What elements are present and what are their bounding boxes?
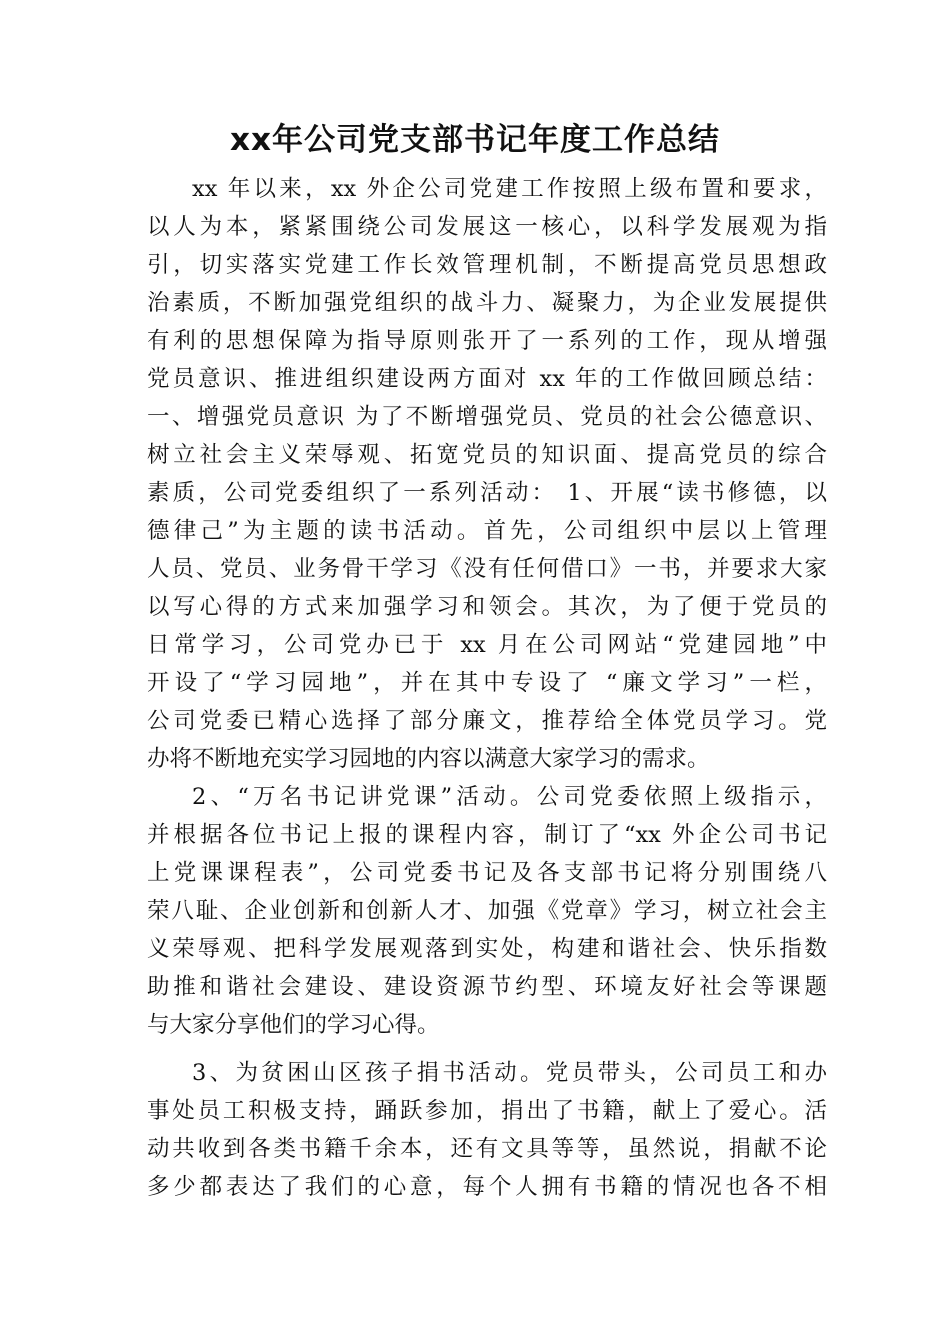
body-line: 事处员工积极支持，踊跃参加，捐出了书籍，献上了爱心。活: [147, 1098, 827, 1124]
body-line: 日常学习，公司党办已于 xx 月在公司网站“党建园地”中: [147, 632, 827, 658]
body-line: 素质，公司党委组织了一系列活动： 1、开展“读书修德，以: [147, 480, 827, 506]
document-title: xx年公司党支部书记年度工作总结: [230, 122, 720, 158]
body-line: 并根据各位书记上报的课程内容，制订了“xx 外企公司书记: [147, 822, 827, 848]
body-line: xx 年以来，xx 外企公司党建工作按照上级布置和要求，: [192, 176, 827, 202]
body-line: 2、“万名书记讲党课”活动。公司党委依照上级指示，: [192, 784, 827, 810]
body-line: 以写心得的方式来加强学习和领会。其次，为了便于党员的: [147, 594, 827, 620]
body-line: 助推和谐社会建设、建设资源节约型、环境友好社会等课题: [147, 974, 827, 1000]
body-line: 办将不断地充实学习园地的内容以满意大家学习的需求。: [147, 746, 710, 772]
body-line: 与大家分享他们的学习心得。: [147, 1012, 440, 1038]
body-line: 治素质，不断加强党组织的战斗力、凝聚力，为企业发展提供: [147, 290, 827, 316]
body-line: 党员意识、推进组织建设两方面对 xx 年的工作做回顾总结：: [147, 366, 827, 392]
body-line: 树立社会主义荣辱观、拓宽党员的知识面、提高党员的综合: [147, 442, 827, 468]
body-line: 动共收到各类书籍千余本，还有文具等等，虽然说，捐献不论: [147, 1136, 827, 1162]
body-line: 义荣辱观、把科学发展观落到实处，构建和谐社会、快乐指数: [147, 936, 827, 962]
body-line: 上党课课程表”，公司党委书记及各支部书记将分别围绕八: [147, 860, 827, 886]
body-line: 人员、党员、业务骨干学习《没有任何借口》一书，并要求大家: [147, 556, 827, 582]
body-line: 引，切实落实党建工作长效管理机制，不断提高党员思想政: [147, 252, 827, 278]
body-line: 3、为贫困山区孩子捐书活动。党员带头，公司员工和办: [192, 1060, 827, 1086]
body-line: 多少都表达了我们的心意，每个人拥有书籍的情况也各不相: [147, 1174, 827, 1200]
body-line: 荣八耻、企业创新和创新人才、加强《党章》学习，树立社会主: [147, 898, 827, 924]
body-line: 以人为本，紧紧围绕公司发展这一核心，以科学发展观为指: [147, 214, 827, 240]
body-line: 公司党委已精心选择了部分廉文，推荐给全体党员学习。党: [147, 708, 827, 734]
body-line: 一、增强党员意识 为了不断增强党员、党员的社会公德意识、: [147, 404, 827, 430]
body-line: 有利的思想保障为指导原则张开了一系列的工作，现从增强: [147, 328, 827, 354]
body-line: 开设了“学习园地”，并在其中专设了 “廉文学习”一栏，: [147, 670, 827, 696]
body-line: 德律己”为主题的读书活动。首先，公司组织中层以上管理: [147, 518, 827, 544]
